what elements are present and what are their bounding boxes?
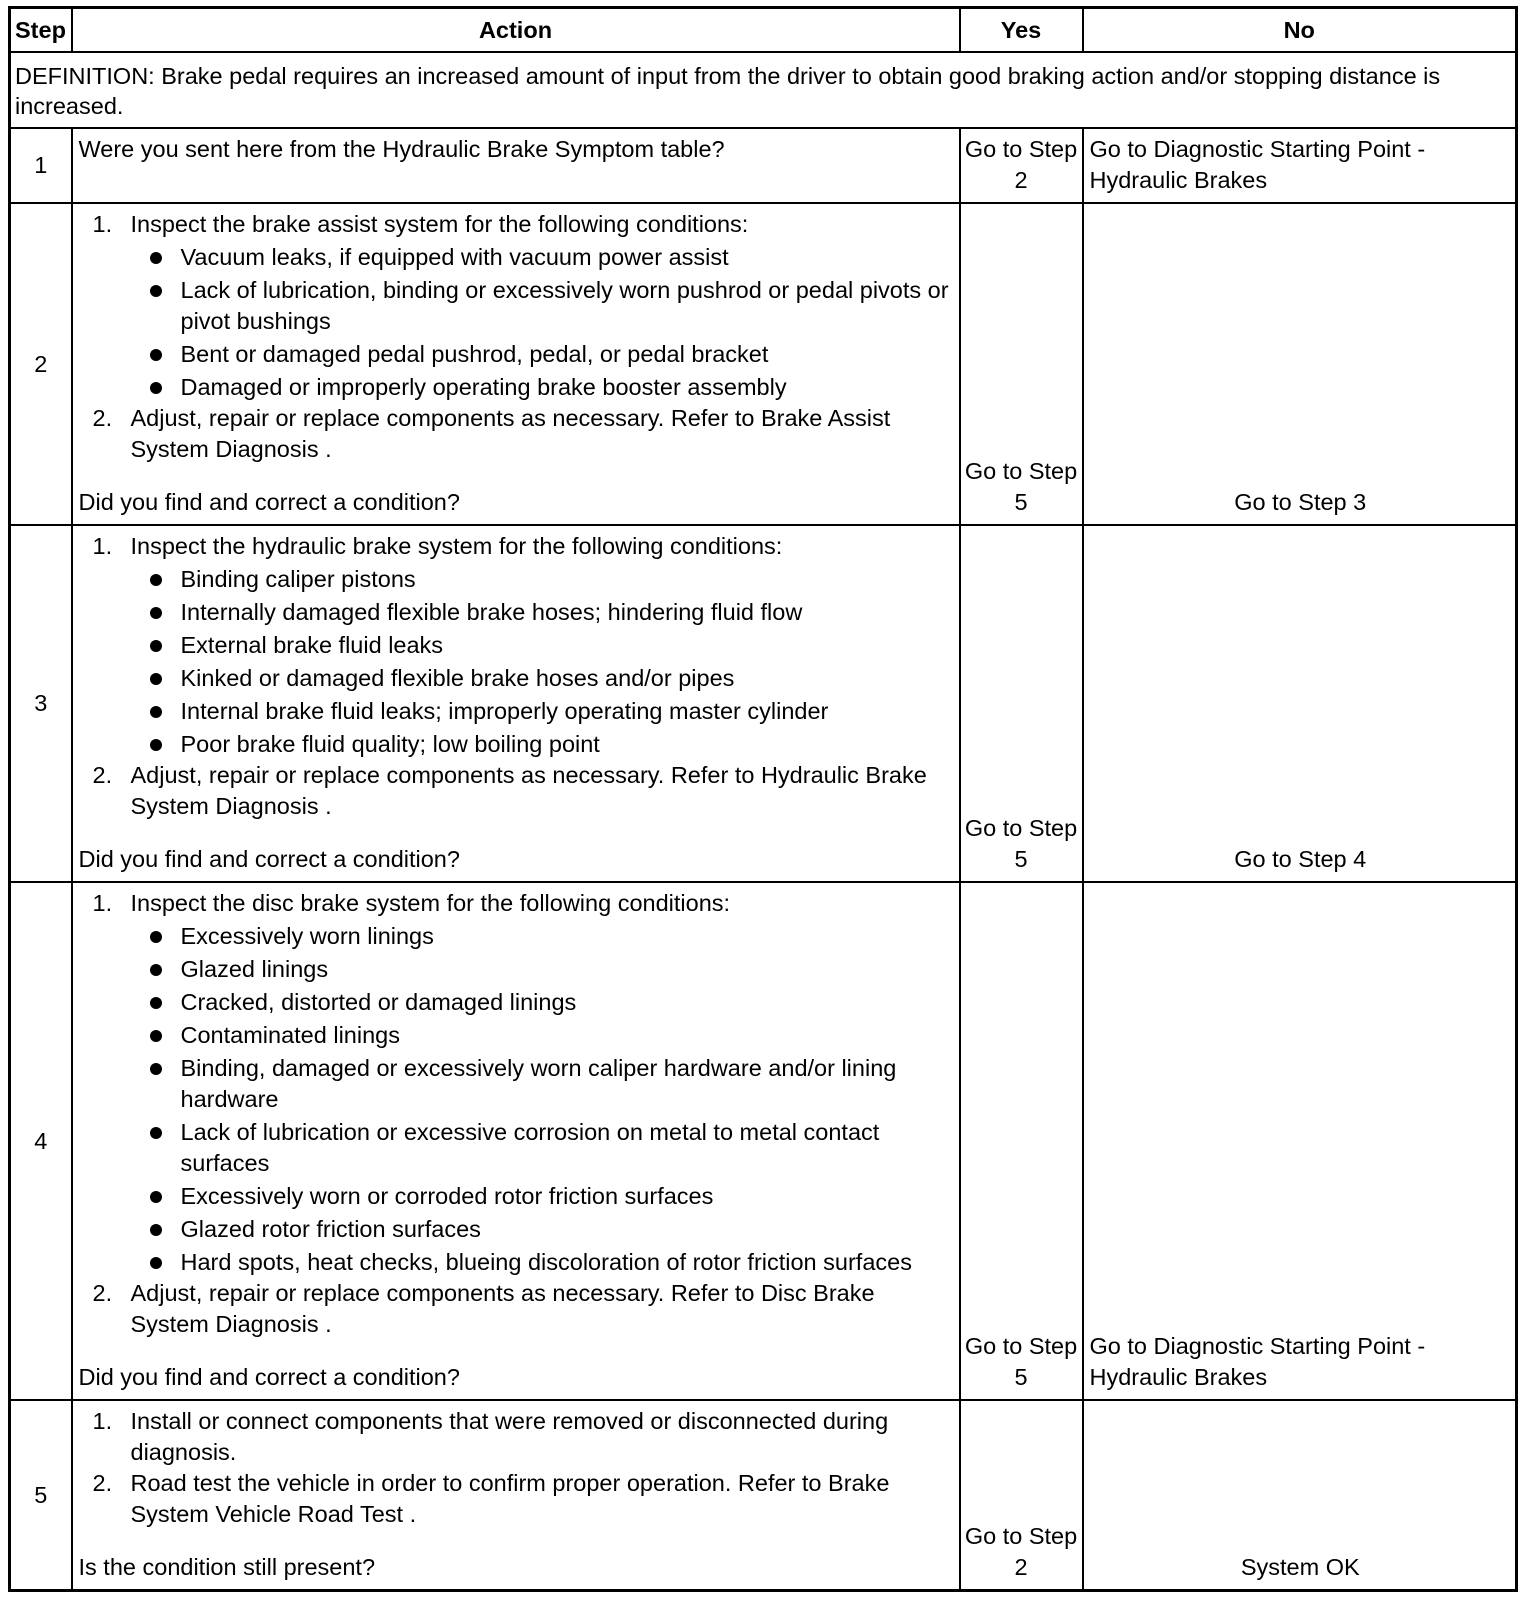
step-question: Did you find and correct a condition?	[78, 846, 460, 872]
yes-cell: Go to Step 5	[960, 203, 1083, 525]
list-item	[131, 1247, 951, 1278]
yes-cell: Go to Step 2	[960, 1400, 1083, 1591]
action-cell	[72, 882, 960, 1400]
header-action: Action	[72, 8, 960, 53]
diagnostic-table	[8, 6, 1518, 1592]
step-question: Did you find and correct a condition?	[78, 489, 460, 515]
list-item	[131, 1214, 951, 1245]
action-step-text: Install or connect components that were removed or disconnected during diagnosis.	[130, 1408, 889, 1465]
action-step-text: Adjust, repair or replace components as necessary. Refer to Disc Brake System Diagnosis .	[130, 1280, 875, 1337]
action-step-number: 1.	[92, 1408, 113, 1434]
action-step-number: 2.	[92, 1280, 113, 1306]
bullet-icon	[150, 1030, 162, 1042]
list-item-text: Cracked, distorted or damaged linings	[180, 989, 577, 1015]
table-row	[10, 1400, 1517, 1591]
list-item-text: Binding caliper pistons	[180, 566, 416, 592]
list-item-text: Excessively worn linings	[180, 923, 434, 949]
action-step-text: Inspect the brake assist system for the following conditions:	[130, 211, 749, 237]
definition-text: DEFINITION: Brake pedal requires an increased amount of input from the driver to obtain good braking action and/or stopping distance is increased.	[10, 52, 1517, 128]
list-item	[131, 1117, 951, 1179]
list-item-text: Kinked or damaged flexible brake hoses and/or pipes	[180, 665, 735, 691]
action-step-number: 1.	[92, 533, 113, 559]
header-yes: Yes	[960, 8, 1083, 53]
bullet-icon	[150, 1257, 162, 1269]
action-step	[79, 888, 951, 1278]
bullet-icon	[150, 706, 162, 718]
action-step-number: 1.	[92, 211, 113, 237]
action-steps	[79, 888, 951, 1340]
header-row	[10, 8, 1517, 53]
bullet-icon	[150, 252, 162, 264]
action-cell	[72, 1400, 960, 1591]
action-step-text: Inspect the hydraulic brake system for the following conditions:	[130, 533, 783, 559]
bullet-icon	[150, 1224, 162, 1236]
list-item	[131, 630, 951, 661]
list-item-text: Poor brake fluid quality; low boiling point	[180, 731, 600, 757]
step-number: 1	[10, 128, 72, 203]
list-item	[131, 954, 951, 985]
action-step	[79, 1468, 951, 1530]
bullet-icon	[150, 607, 162, 619]
no-cell: Go to Step 4	[1083, 525, 1517, 882]
condition-list	[131, 921, 951, 1278]
action-step-text: Adjust, repair or replace components as necessary. Refer to Brake Assist System Diagnosis .	[130, 405, 891, 462]
list-item	[131, 663, 951, 694]
list-item	[131, 729, 951, 760]
action-steps	[79, 1406, 951, 1530]
action-steps	[79, 531, 951, 822]
list-item-text: Internally damaged flexible brake hoses; hindering fluid flow	[180, 599, 803, 625]
list-item-text: Glazed linings	[180, 956, 329, 982]
action-step-number: 2.	[92, 762, 113, 788]
list-item-text: Hard spots, heat checks, blueing discoloration of rotor friction surfaces	[180, 1249, 912, 1275]
bullet-icon	[150, 1127, 162, 1139]
bullet-icon	[150, 964, 162, 976]
step-question: Did you find and correct a condition?	[78, 1364, 460, 1390]
list-item-text: Internal brake fluid leaks; improperly operating master cylinder	[180, 698, 829, 724]
action-step	[79, 1406, 951, 1468]
list-item-text: Lack of lubrication or excessive corrosion on metal to metal contact surfaces	[180, 1119, 880, 1176]
no-cell: System OK	[1083, 1400, 1517, 1591]
bullet-icon	[150, 349, 162, 361]
bullet-icon	[150, 382, 162, 394]
bullet-icon	[150, 640, 162, 652]
action-step-number: 2.	[92, 1470, 113, 1496]
action-step-text: Inspect the disc brake system for the following conditions:	[130, 890, 731, 916]
bullet-icon	[150, 285, 162, 297]
table-row	[10, 882, 1517, 1400]
list-item-text: Contaminated linings	[180, 1022, 400, 1048]
yes-cell: Go to Step 5	[960, 882, 1083, 1400]
action-step-number: 1.	[92, 890, 113, 916]
bullet-icon	[150, 673, 162, 685]
action-cell	[72, 128, 960, 203]
action-cell	[72, 525, 960, 882]
action-steps	[79, 209, 951, 465]
list-item-text: External brake fluid leaks	[180, 632, 444, 658]
condition-list	[131, 564, 951, 760]
yes-cell: Go to Step 2	[960, 128, 1083, 203]
no-cell: Go to Step 3	[1083, 203, 1517, 525]
step-number: 2	[10, 203, 72, 525]
bullet-icon	[150, 931, 162, 943]
no-cell: Go to Diagnostic Starting Point - Hydraulic Brakes	[1083, 882, 1517, 1400]
list-item-text: Binding, damaged or excessively worn caliper hardware and/or lining hardware	[180, 1055, 897, 1112]
list-item	[131, 1053, 951, 1115]
list-item	[131, 242, 951, 273]
action-step-number: 2.	[92, 405, 113, 431]
step-question: Is the condition still present?	[78, 1554, 376, 1580]
action-cell	[72, 203, 960, 525]
list-item	[131, 1181, 951, 1212]
bullet-icon	[150, 1063, 162, 1075]
header-no: No	[1083, 8, 1517, 53]
table-row	[10, 525, 1517, 882]
list-item	[131, 696, 951, 727]
list-item-text: Excessively worn or corroded rotor friction surfaces	[180, 1183, 714, 1209]
diagnostic-table-wrapper	[8, 6, 1518, 1592]
table-row	[10, 128, 1517, 203]
yes-cell: Go to Step 5	[960, 525, 1083, 882]
list-item	[131, 1020, 951, 1051]
table-row	[10, 203, 1517, 525]
action-step	[79, 531, 951, 760]
step-number: 5	[10, 1400, 72, 1591]
header-step: Step	[10, 8, 72, 53]
action-step	[79, 1278, 951, 1340]
action-step	[79, 209, 951, 403]
action-step	[79, 403, 951, 465]
bullet-icon	[150, 997, 162, 1009]
bullet-icon	[150, 574, 162, 586]
list-item	[131, 372, 951, 403]
list-item	[131, 275, 951, 337]
no-cell: Go to Diagnostic Starting Point - Hydraulic Brakes	[1083, 128, 1517, 203]
step-number: 3	[10, 525, 72, 882]
list-item	[131, 921, 951, 952]
action-step-text: Road test the vehicle in order to confirm proper operation. Refer to Brake System Vehicle Road Test .	[130, 1470, 890, 1527]
list-item-text: Lack of lubrication, binding or excessively worn pushrod or pedal pivots or pivot bushings	[180, 277, 949, 334]
definition-row	[10, 52, 1517, 128]
list-item	[131, 564, 951, 595]
bullet-icon	[150, 739, 162, 751]
list-item-text: Damaged or improperly operating brake booster assembly	[180, 374, 787, 400]
bullet-icon	[150, 1191, 162, 1203]
action-step	[79, 760, 951, 822]
step-question: Were you sent here from the Hydraulic Brake Symptom table?	[78, 136, 725, 162]
condition-list	[131, 242, 951, 403]
action-step-text: Adjust, repair or replace components as necessary. Refer to Hydraulic Brake System Diagnosis .	[130, 762, 927, 819]
list-item-text: Glazed rotor friction surfaces	[180, 1216, 481, 1242]
step-number: 4	[10, 882, 72, 1400]
list-item	[131, 339, 951, 370]
list-item	[131, 987, 951, 1018]
list-item-text: Vacuum leaks, if equipped with vacuum power assist	[180, 244, 729, 270]
list-item-text: Bent or damaged pedal pushrod, pedal, or pedal bracket	[180, 341, 769, 367]
list-item	[131, 597, 951, 628]
